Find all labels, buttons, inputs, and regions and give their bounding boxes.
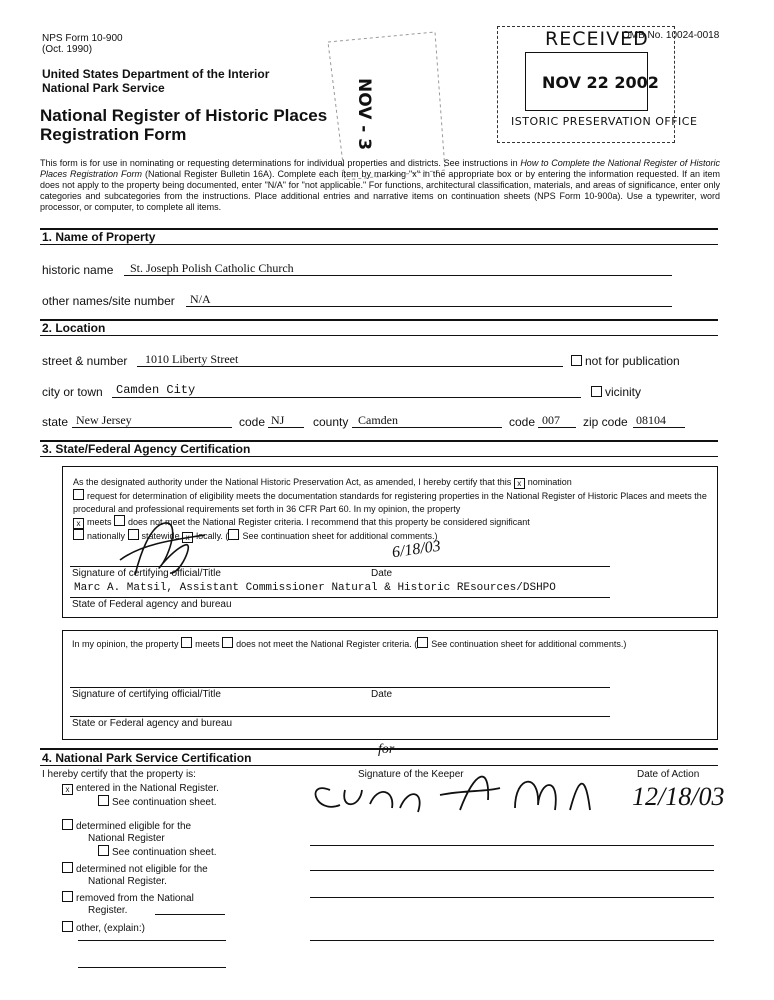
historic-name-label: historic name <box>42 263 114 277</box>
signature-label: Signature of certifying official/Title <box>72 568 221 579</box>
removed-option[interactable]: removed from the National <box>62 891 219 905</box>
eligible-continuation-checkbox[interactable] <box>98 845 109 856</box>
eligible-option[interactable]: determined eligible for the <box>62 819 219 833</box>
section-rule <box>40 335 718 336</box>
action-label: Date of Action <box>637 769 700 780</box>
instructions-reference: How to Complete the National Register of Historic Places Registration Form <box>40 158 720 179</box>
state-label: state <box>42 415 69 429</box>
received-date: NOV 22 2002 <box>542 73 659 92</box>
county-code-label: code <box>509 415 536 429</box>
not-eligible-checkbox[interactable] <box>62 862 73 873</box>
service-name: National Park Service <box>42 81 165 95</box>
zip-label: zip code <box>583 415 628 429</box>
street-label: street & number <box>42 354 128 368</box>
zip-value[interactable]: 08104 <box>636 413 666 427</box>
other-checkbox[interactable] <box>62 921 73 932</box>
keeper-label: Signature of the Keeper <box>358 769 464 780</box>
other-explain-line <box>155 914 225 915</box>
certify-text: I hereby certify that the property is: <box>42 769 196 780</box>
opinion-meets-checkbox[interactable] <box>181 637 192 648</box>
signed-date: 6/18/03 <box>390 537 442 562</box>
not-eligible-option[interactable]: determined not eligible for the <box>62 862 219 876</box>
locally-checkbox[interactable]: x <box>182 532 193 543</box>
nationally-checkbox[interactable] <box>73 529 84 540</box>
keeper-line <box>310 845 714 846</box>
section-rule <box>40 319 718 321</box>
other-explain-line <box>78 940 226 941</box>
office-label: ISTORIC PRESERVATION OFFICE <box>511 115 698 128</box>
date-label: Date <box>371 568 393 579</box>
other-option[interactable]: other, (explain:) <box>62 921 219 935</box>
agency-block <box>42 67 269 95</box>
opinion-does-not-checkbox[interactable] <box>222 637 233 648</box>
opinion-date-label: Date <box>371 689 393 700</box>
county-code-value[interactable]: 007 <box>542 413 560 427</box>
vicinity-checkbox[interactable] <box>591 386 602 397</box>
keeper-line <box>310 870 714 871</box>
opinion-agency-line <box>70 716 610 717</box>
section-4-heading: 4. National Park Service Certification <box>42 751 252 765</box>
section-1-heading: 1. Name of Property <box>42 230 156 244</box>
agency-label: State of Federal agency and bureau <box>72 599 232 610</box>
agency-line <box>70 597 610 598</box>
entered-continuation-checkbox[interactable] <box>98 795 109 806</box>
side-date-stamp: NOV - 3 <box>354 78 374 151</box>
page-title: National Register of Historic Places Registration Form <box>40 106 328 144</box>
street-value[interactable]: 1010 Liberty Street <box>145 352 239 366</box>
signature-line <box>70 566 610 567</box>
historic-name-value[interactable]: St. Joseph Polish Catholic Church <box>130 261 294 275</box>
form-number-block <box>42 33 123 55</box>
removed-checkbox[interactable] <box>62 891 73 902</box>
opinion-signature-line <box>70 687 610 688</box>
other-names-line <box>186 306 672 307</box>
section-2-heading: 2. Location <box>42 321 106 335</box>
other-names-label: other names/site number <box>42 294 175 308</box>
other-names-value[interactable]: N/A <box>190 292 211 306</box>
keeper-line <box>310 940 714 941</box>
meets-checkbox[interactable]: x <box>73 518 84 529</box>
entered-option[interactable]: x entered in the National Register. <box>62 783 219 795</box>
nps-options: x entered in the National Register. See continuation sheet. determined eligible for the National Register See continuation sheet. determined not eligible for the National Register. removed from the National Register. other, (explain:) <box>62 783 219 935</box>
instructions: This form is for use in nominating or requesting determinations for individual properties and districts. See instructions in How to Complete the National Register of Historic Places Registration Form (National Register Bulletin 16A). Complete each item by marking "x" in the appropriate box or by entering the information requested. If an item does not apply to the property being documented, enter "N/A" for "not applicable." For functions, architectural classification, materials, and areas of significance, enter only categories and subcategories from the instructions. Place additional entries and narrative items on continuation sheets (NPS Form 10-900a). Use a typewriter, word processor, or computer, to complete all items. <box>40 158 720 212</box>
opinion-continuation-checkbox[interactable] <box>417 637 428 648</box>
state-code-label: code <box>239 415 266 429</box>
eligible-checkbox[interactable] <box>62 819 73 830</box>
county-value[interactable]: Camden <box>358 413 398 427</box>
request-checkbox[interactable] <box>73 489 84 500</box>
for-mark: for <box>378 742 395 757</box>
keeper-line <box>310 897 714 898</box>
section-rule <box>40 456 718 457</box>
not-for-publication[interactable]: not for publication <box>571 354 680 368</box>
department-name: United States Department of the Interior <box>42 67 270 81</box>
received-label: RECEIVED <box>545 28 649 50</box>
county-label: county <box>313 415 349 429</box>
opinion-text: In my opinion, the property meets does not meet the National Register criteria. ( See continuation sheet for additional comments.) <box>72 639 627 649</box>
form-number: NPS Form 10-900 <box>42 33 123 44</box>
vicinity[interactable]: vicinity <box>591 385 641 399</box>
state-code-value[interactable]: NJ <box>271 413 285 427</box>
opinion-signature-label: Signature of certifying official/Title <box>72 689 221 700</box>
other-explain-line <box>78 967 226 968</box>
opinion-agency-label: State or Federal agency and bureau <box>72 718 233 729</box>
entered-checkbox[interactable]: x <box>62 784 73 795</box>
keeper-signature <box>300 760 600 820</box>
not-for-publication-checkbox[interactable] <box>571 355 582 366</box>
city-value[interactable]: Camden City <box>116 383 196 397</box>
section-rule <box>40 244 718 245</box>
nomination-checkbox[interactable]: x <box>514 478 525 489</box>
city-line <box>112 397 581 398</box>
continuation-checkbox[interactable] <box>228 529 239 540</box>
state-value[interactable]: New Jersey <box>76 413 132 427</box>
form-date: (Oct. 1990) <box>42 44 93 55</box>
certification-text: As the designated authority under the National Historic Preservation Act, as amended, I hereby certify that this x nomination request for determination of eligibility meets the documentation standards for registering properties in the National Register of Historic Places and meets the procedural and professional requirements set forth in 36 CFR Part 60. In my opinion, the property x meets does not meet the National Register criteria. I recommend that this property be considered significant nationally statewide x locally. ( See continuation sheet for additional comments.) <box>73 477 707 542</box>
action-date: 12/18/03 <box>632 782 725 811</box>
omb-number: OMB No. 10024-0018 <box>622 30 720 41</box>
entered-continuation[interactable]: See continuation sheet. <box>62 795 219 809</box>
city-label: city or town <box>42 385 103 399</box>
section-3-heading: 3. State/Federal Agency Certification <box>42 442 251 456</box>
eligible-continuation[interactable]: See continuation sheet. <box>62 845 219 859</box>
official-name[interactable]: Marc A. Matsil, Assistant Commissioner Natural & Historic REsources/DSHPO <box>74 582 556 594</box>
